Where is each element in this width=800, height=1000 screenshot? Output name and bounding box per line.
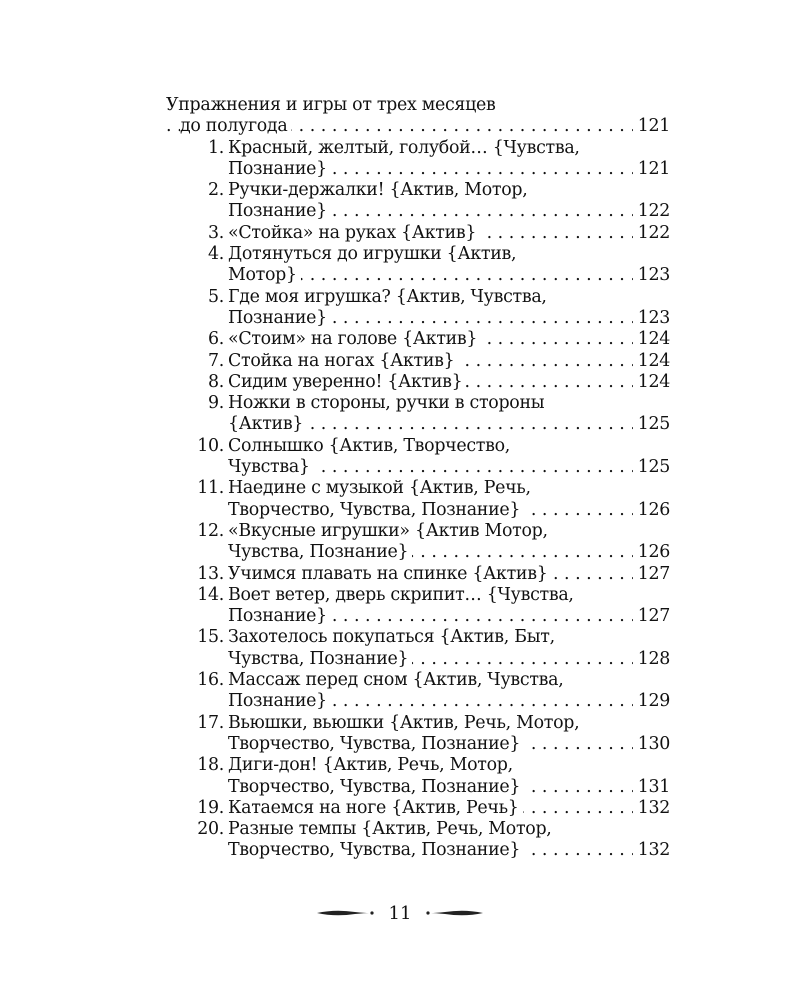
toc-entry-number: 18.	[197, 755, 224, 776]
toc-entry-page-number: 128	[633, 649, 670, 670]
toc-entry-title: Стойка на ногах {Актив}	[228, 350, 455, 371]
toc-entry-line	[166, 180, 670, 201]
toc-entry-line	[166, 649, 670, 670]
table-of-contents	[166, 95, 670, 862]
toc-entry-title: Массаж перед сном {Актив, Чувства,	[228, 670, 564, 691]
toc-entry-line	[166, 244, 670, 265]
toc-entry-number: 11.	[197, 478, 224, 499]
toc-entry-title: {Актив}	[228, 414, 304, 435]
toc-entry	[166, 564, 670, 585]
toc-entry	[166, 819, 670, 862]
toc-entry-line	[166, 287, 670, 308]
toc-entry	[166, 138, 670, 181]
toc-entry-number: 17.	[197, 712, 224, 733]
toc-entry-number: 5.	[208, 286, 224, 307]
toc-entry-line	[166, 436, 670, 457]
toc-entry-page-number: 132	[633, 798, 670, 819]
toc-entry-title: Красный, желтый, голубой… {Чувства,	[228, 137, 580, 158]
toc-entry-line	[166, 777, 670, 798]
toc-entry-page-number: 127	[633, 606, 670, 627]
toc-entry	[166, 393, 670, 436]
toc-entry-page-number: 122	[633, 223, 670, 244]
toc-entry-line	[166, 351, 670, 372]
toc-entry-line	[166, 159, 670, 180]
section-title-text-continued: до полугода	[180, 116, 291, 136]
toc-entry-title: Творчество, Чувства, Познание}	[228, 840, 521, 861]
section-title-text: Упражнения и игры от трех месяцев	[166, 95, 496, 115]
toc-entry-line	[166, 265, 670, 286]
toc-entry-title: Где моя игрушка? {Актив, Чувства,	[228, 286, 547, 307]
toc-entry-title: Мотор}	[228, 265, 297, 286]
toc-entry-number: 6.	[208, 329, 224, 350]
toc-entry-number: 13.	[197, 563, 224, 584]
toc-entry	[166, 244, 670, 287]
toc-entry-title: Разные темпы {Актив, Речь, Мотор,	[228, 819, 552, 840]
toc-entry-title: Учимся плавать на спинке {Актив}	[228, 563, 548, 584]
toc-entry-number: 12.	[197, 520, 224, 541]
toc-entry	[166, 223, 670, 244]
toc-entry-title: Ручки-держалки! {Актив, Мотор,	[228, 180, 528, 201]
section-title-line-continued	[166, 116, 670, 137]
toc-entry	[166, 521, 670, 564]
toc-entry-title: Познание}	[228, 691, 327, 712]
toc-entry	[166, 627, 670, 670]
toc-entry-title: Познание}	[228, 201, 327, 222]
toc-entry-title: Чувства}	[228, 457, 310, 478]
toc-entry-page-number: 131	[633, 777, 670, 798]
toc-entry	[166, 478, 670, 521]
toc-entry-number: 3.	[208, 222, 224, 243]
toc-entry-title: Чувства, Познание}	[228, 542, 409, 563]
toc-entry-title: Наедине с музыкой {Актив, Речь,	[228, 478, 531, 499]
toc-entry-line	[166, 393, 670, 414]
toc-entry-title: Сидим уверенно! {Актив}	[228, 371, 463, 392]
toc-entry-title: Чувства, Познание}	[228, 648, 409, 669]
toc-entry-title: «Вкусные игрушки» {Актив Мотор,	[228, 520, 548, 541]
toc-entry-number: 9.	[208, 393, 224, 414]
toc-entry-title: Творчество, Чувства, Познание}	[228, 733, 521, 754]
toc-entry-page-number: 125	[633, 457, 670, 478]
toc-entry-page-number: 126	[633, 500, 670, 521]
toc-entry-line	[166, 755, 670, 776]
toc-entry-page-number: 121	[633, 159, 670, 180]
toc-entry-title: Ножки в стороны, ручки в стороны	[228, 393, 545, 414]
toc-entry-page-number: 124	[633, 351, 670, 372]
toc-entry-number: 4.	[208, 244, 224, 265]
toc-entry	[166, 287, 670, 330]
toc-entry-line	[166, 542, 670, 563]
toc-entry-number: 19.	[197, 797, 224, 818]
toc-entry-page-number: 130	[633, 734, 670, 755]
toc-entry-page-number: 129	[633, 691, 670, 712]
toc-entry-title: Познание}	[228, 606, 327, 627]
toc-entry-title: Творчество, Чувства, Познание}	[228, 499, 521, 520]
flourish-ornament-icon	[315, 907, 375, 919]
toc-entry-title: Познание}	[228, 307, 327, 328]
entries-list	[166, 138, 670, 862]
toc-entry-page-number: 124	[633, 329, 670, 350]
toc-entry-page-number: 123	[633, 265, 670, 286]
toc-entry-page-number: 122	[633, 201, 670, 222]
toc-entry	[166, 351, 670, 372]
toc-entry-line	[166, 606, 670, 627]
toc-entry-number: 14.	[197, 584, 224, 605]
toc-entry-page-number: 125	[633, 414, 670, 435]
toc-entry	[166, 670, 670, 713]
toc-entry-line	[166, 734, 670, 755]
toc-entry-title: Диги-дон! {Актив, Речь, Мотор,	[228, 755, 513, 776]
toc-entry-title: Воет ветер, дверь скрипит… {Чувства,	[228, 584, 574, 605]
toc-entry-title: «Стойка» на руках {Актив}	[228, 222, 477, 243]
toc-entry-page-number: 123	[633, 308, 670, 329]
toc-entry-title: Познание}	[228, 158, 327, 179]
toc-entry-line	[166, 840, 670, 861]
toc-entry-title: Захотелось покупаться {Актив, Быт,	[228, 627, 555, 648]
toc-entry-number: 7.	[208, 350, 224, 371]
toc-entry-line	[166, 308, 670, 329]
toc-entry-line	[166, 798, 670, 819]
page-number: 11	[388, 902, 412, 924]
section-page-number: 121	[633, 116, 670, 137]
toc-entry-number: 16.	[197, 670, 224, 691]
toc-entry-line	[166, 585, 670, 606]
toc-entry-line	[166, 564, 670, 585]
toc-entry-page-number: 127	[633, 564, 670, 585]
toc-entry-line	[166, 500, 670, 521]
section-title-line	[166, 95, 670, 116]
toc-entry-line	[166, 670, 670, 691]
toc-entry-line	[166, 691, 670, 712]
toc-entry-line	[166, 713, 670, 734]
toc-entry-number: 2.	[208, 180, 224, 201]
toc-entry-page-number: 126	[633, 542, 670, 563]
toc-entry-line	[166, 329, 670, 350]
toc-entry-title: Вьюшки, вьюшки {Актив, Речь, Мотор,	[228, 712, 580, 733]
toc-entry	[166, 755, 670, 798]
toc-entry-line	[166, 521, 670, 542]
toc-entry	[166, 372, 670, 393]
toc-entry-line	[166, 457, 670, 478]
toc-entry-line	[166, 819, 670, 840]
toc-entry-line	[166, 138, 670, 159]
page-footer	[0, 898, 800, 928]
toc-entry-page-number: 132	[633, 840, 670, 861]
toc-entry-line	[166, 223, 670, 244]
toc-entry-line	[166, 478, 670, 499]
toc-entry-number: 15.	[197, 627, 224, 648]
toc-entry-line	[166, 627, 670, 648]
flourish-ornament-icon	[425, 907, 485, 919]
toc-entry-number: 10.	[197, 435, 224, 456]
toc-entry-title: Катаемся на ноге {Актив, Речь}	[228, 797, 519, 818]
toc-entry	[166, 436, 670, 479]
toc-entry-number: 1.	[208, 137, 224, 158]
toc-entry-title: «Стоим» на голове {Актив}	[228, 329, 478, 350]
toc-entry	[166, 585, 670, 628]
toc-entry-title: Творчество, Чувства, Познание}	[228, 776, 521, 797]
toc-entry	[166, 329, 670, 350]
toc-entry-title: Солнышко {Актив, Творчество,	[228, 435, 510, 456]
toc-entry-number: 8.	[208, 371, 224, 392]
toc-entry	[166, 713, 670, 756]
toc-entry-line	[166, 201, 670, 222]
toc-entry	[166, 798, 670, 819]
toc-entry-page-number: 124	[633, 372, 670, 393]
toc-entry-number: 20.	[197, 819, 224, 840]
toc-entry-line	[166, 372, 670, 393]
toc-entry-title: Дотянуться до игрушки {Актив,	[228, 244, 517, 265]
toc-entry-line	[166, 414, 670, 435]
toc-entry	[166, 180, 670, 223]
